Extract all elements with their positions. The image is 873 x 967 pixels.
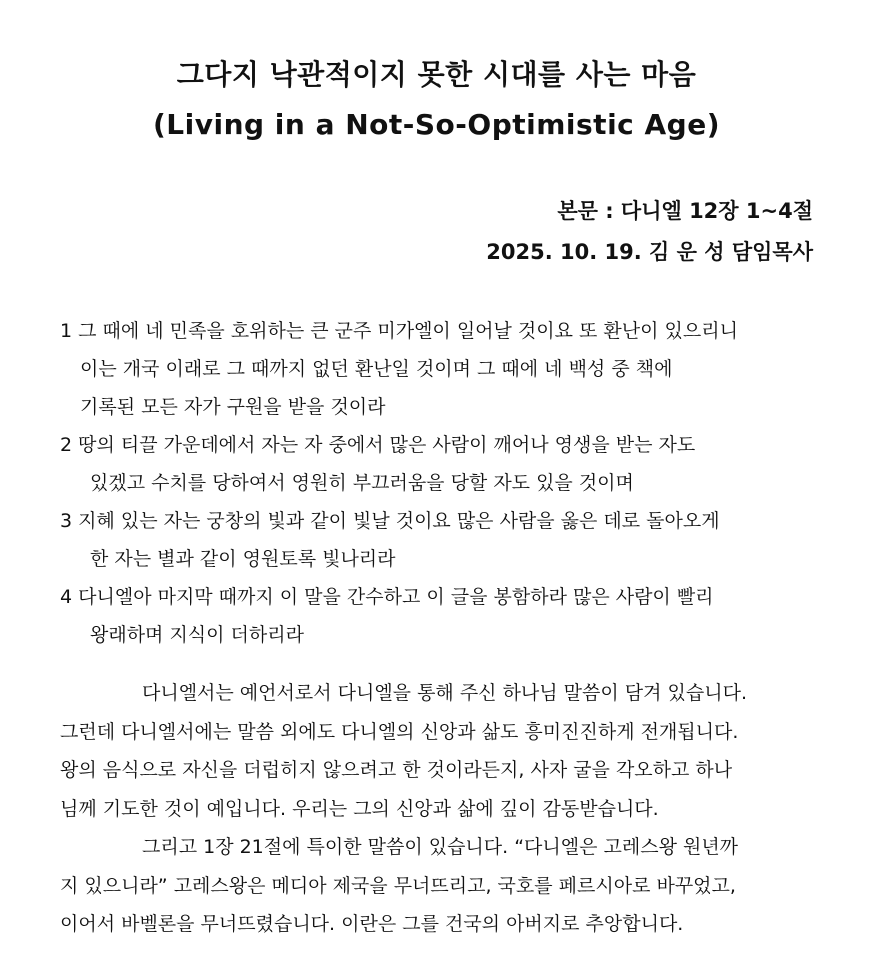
verse-line: 있겠고 수치를 당하여서 영원히 부끄러움을 당할 자도 있을 것이며 (90, 472, 634, 494)
body-line: 다니엘서는 예언서로서 다니엘을 통해 주신 하나님 말씀이 담겨 있습니다. (142, 682, 747, 704)
verse-line: 한 자는 별과 같이 영원토록 빛나리라 (90, 548, 396, 570)
verse-line: 2 땅의 티끌 가운데에서 자는 자 중에서 많은 사람이 깨어나 영생을 받는 자도 (60, 434, 696, 456)
verse-line: 왕래하며 지식이 더하리라 (90, 624, 304, 646)
body-line: 그런데 다니엘서에는 말씀 외에도 다니엘의 신앙과 삶도 흥미진진하게 전개됩니다. (60, 720, 739, 743)
page-subtitle: (Living in a Not-So-Optimistic Age) (152, 108, 721, 141)
body-line: 이어서 바벨론을 무너뜨렸습니다. 이란은 그를 건국의 아버지로 추앙합니다. (60, 913, 684, 935)
verse-line: 기록된 모든 자가 구원을 받을 것이라 (80, 396, 386, 418)
body-line: 그리고 1장 21절에 특이한 말씀이 있습니다. “다니엘은 고레스왕 원년까 (142, 836, 739, 858)
date-and-pastor: 2025. 10. 19. 김 운 성 담임목사 (486, 240, 813, 264)
body-line: 지 있으니라” 고레스왕은 메디아 제국을 무너뜨리고, 국호를 페르시아로 바꾸었고, (60, 874, 736, 897)
verse-line: 1 그 때에 네 민족을 호위하는 큰 군주 미가엘이 일어날 것이요 또 환난이 있으리니 (60, 320, 738, 342)
body-line: 왕의 음식으로 자신을 더럽히지 않으려고 한 것이라든지, 사자 굴을 각오하고 하나 (60, 759, 733, 781)
scripture-reference: 본문 : 다니엘 12장 1~4절 (557, 199, 813, 223)
verse-line: 3 지혜 있는 자는 궁창의 빛과 같이 빛날 것이요 많은 사람을 옳은 데로 돌아오게 (60, 510, 720, 532)
verse-line: 이는 개국 이래로 그 때까지 없던 환난일 것이며 그 때에 네 백성 중 책에 (80, 358, 673, 380)
verse-line: 4 다니엘아 마지막 때까지 이 말을 간수하고 이 글을 봉함하라 많은 사람이 빨리 (60, 586, 714, 608)
sermon-body (60, 674, 816, 944)
scripture-passage (60, 312, 840, 654)
body-line: 님께 기도한 것이 예입니다. 우리는 그의 신앙과 삶에 깊이 감동받습니다. (60, 797, 659, 820)
page-title: 그다지 낙관적이지 못한 시대를 사는 마음 (176, 58, 697, 91)
